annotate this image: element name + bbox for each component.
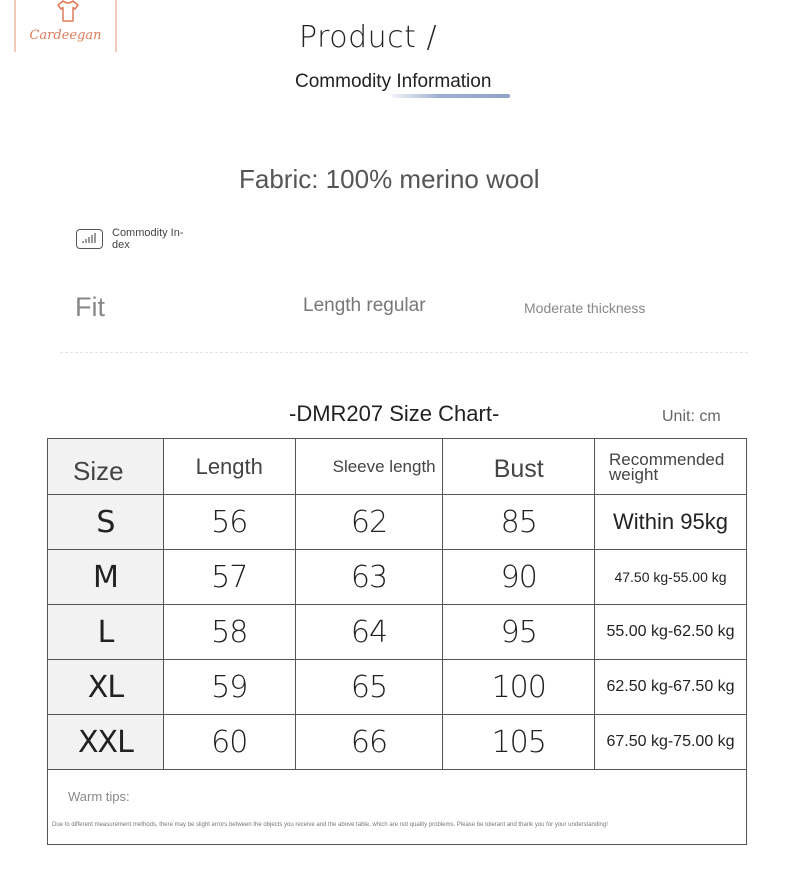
table-row bbox=[48, 715, 747, 770]
header-sleeve-length: Sleeve length bbox=[295, 439, 443, 495]
size-cell: M bbox=[48, 550, 164, 605]
table-header-row bbox=[48, 439, 747, 495]
tshirt-icon bbox=[56, 0, 80, 22]
unit-label: Unit: cm bbox=[662, 408, 721, 425]
fabric-info: Fabric: 100% merino wool bbox=[239, 164, 540, 194]
sleeve-cell: 65 bbox=[295, 660, 443, 715]
table-row bbox=[48, 605, 747, 660]
length-cell: 57 bbox=[163, 550, 295, 605]
sleeve-cell: 63 bbox=[295, 550, 443, 605]
size-chart-table bbox=[47, 438, 747, 845]
size-cell: XL bbox=[48, 660, 164, 715]
bust-cell: 100 bbox=[443, 660, 595, 715]
table-row bbox=[48, 660, 747, 715]
bust-cell: 90 bbox=[443, 550, 595, 605]
length-cell: 59 bbox=[163, 660, 295, 715]
sleeve-cell: 62 bbox=[295, 495, 443, 550]
weight-cell: 67.50 kg-75.00 kg bbox=[595, 715, 747, 770]
table-row bbox=[48, 495, 747, 550]
signal-bars-icon bbox=[76, 229, 103, 249]
header-length: Length bbox=[163, 439, 295, 495]
sleeve-cell: 66 bbox=[295, 715, 443, 770]
thickness-attribute: Moderate thickness bbox=[524, 300, 646, 316]
size-chart-title: -DMR207 Size Chart- bbox=[289, 401, 500, 426]
commodity-index-label: Commodity In-dex bbox=[112, 227, 184, 251]
fit-label: Fit bbox=[75, 292, 105, 322]
weight-cell: Within 95kg bbox=[595, 495, 747, 550]
size-cell: L bbox=[48, 605, 164, 660]
size-cell: S bbox=[48, 495, 164, 550]
header-size: Size bbox=[48, 439, 164, 495]
size-cell: XXL bbox=[48, 715, 164, 770]
length-cell: 56 bbox=[163, 495, 295, 550]
page-title: Product / bbox=[299, 20, 438, 55]
brand-logo bbox=[14, 0, 117, 52]
weight-cell: 47.50 kg-55.00 kg bbox=[595, 550, 747, 605]
weight-cell: 62.50 kg-67.50 kg bbox=[595, 660, 747, 715]
tips-label: Warm tips: bbox=[68, 789, 130, 804]
length-attribute: Length regular bbox=[303, 295, 426, 316]
page-subtitle: Commodity Information bbox=[295, 71, 492, 92]
weight-cell: 55.00 kg-62.50 kg bbox=[595, 605, 747, 660]
subtitle-underline bbox=[392, 94, 510, 98]
sleeve-cell: 64 bbox=[295, 605, 443, 660]
tips-row bbox=[48, 770, 747, 845]
bust-cell: 85 bbox=[443, 495, 595, 550]
length-cell: 58 bbox=[163, 605, 295, 660]
brand-name: Cardeegan bbox=[29, 28, 102, 43]
bust-cell: 95 bbox=[443, 605, 595, 660]
header-recommended-weight: Recommended weight bbox=[595, 439, 747, 495]
tips-text: Due to different measurement methods, there may be slight errors between the objects you receive and the above table, which are not quality problems. Please be tolerant and thank you for your understanding! bbox=[52, 822, 608, 828]
bust-cell: 105 bbox=[443, 715, 595, 770]
header-bust: Bust bbox=[443, 439, 595, 495]
table-row bbox=[48, 550, 747, 605]
length-cell: 60 bbox=[163, 715, 295, 770]
tips-cell bbox=[48, 770, 747, 845]
section-divider bbox=[60, 352, 748, 353]
